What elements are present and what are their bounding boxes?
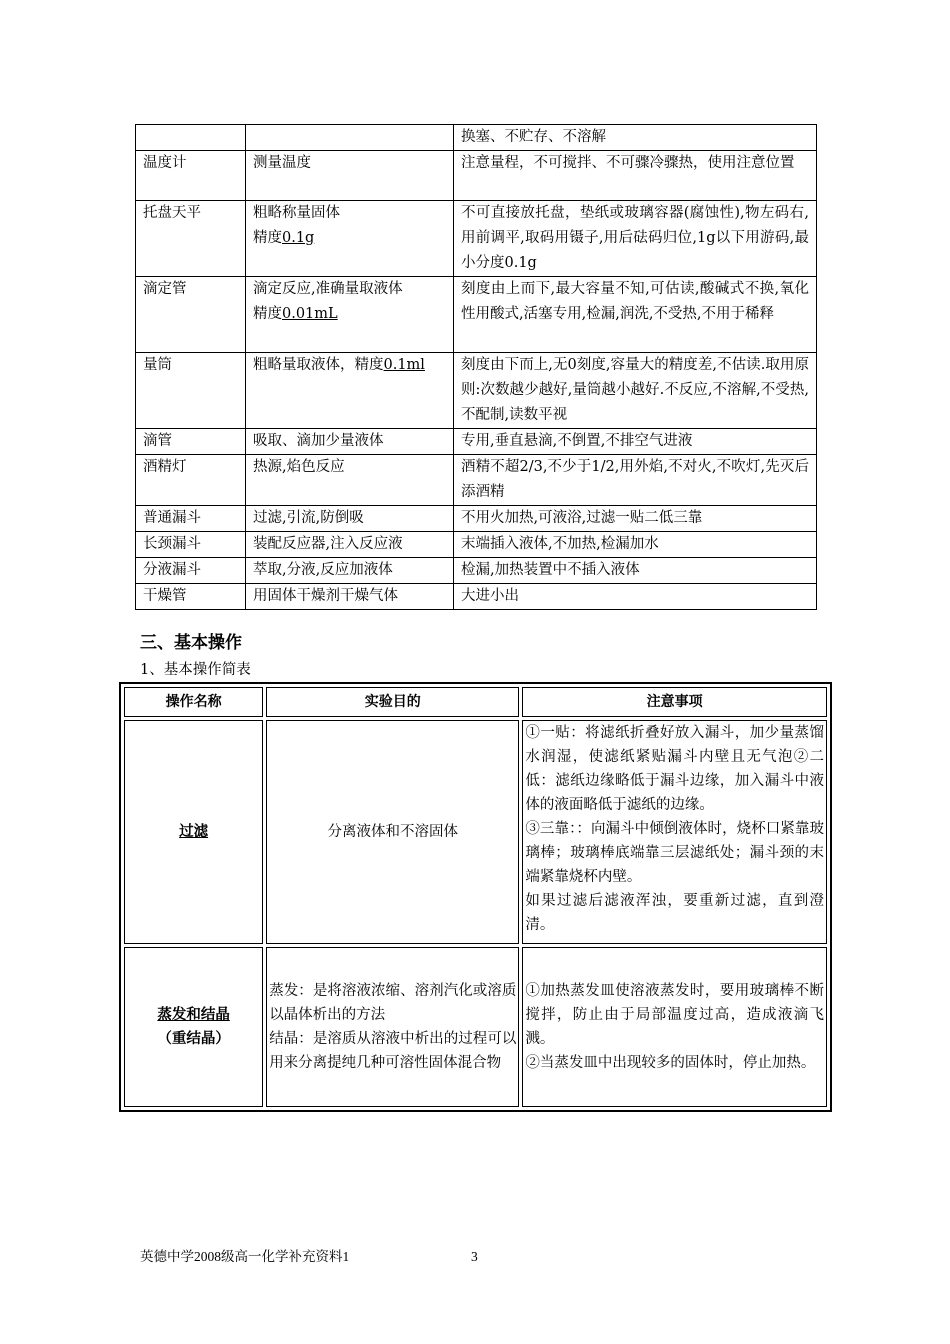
operation-purpose: 蒸发：是将溶液浓缩、溶剂汽化或溶质以晶体析出的方法 结晶：是溶质从溶液中析出的过程可以用来分离提纯几种可溶性固体混合物: [266, 947, 519, 1107]
instrument-use: [246, 584, 454, 610]
instrument-name: 量筒: [136, 353, 246, 429]
operation-purpose: 分离液体和不溶固体: [266, 720, 519, 944]
instrument-row: [136, 277, 817, 353]
instrument-use: [246, 558, 454, 584]
instrument-notes: 检漏,加热装置中不插入液体: [454, 558, 817, 584]
instrument-precision: 0.01mL: [282, 306, 338, 322]
instrument-use: [246, 429, 454, 455]
instrument-name: [136, 125, 246, 151]
instrument-use-text: 测量温度: [253, 155, 311, 171]
operation-row-evaporation: [124, 947, 827, 1107]
header-purpose: 实验目的: [266, 687, 519, 717]
instrument-use-text: 粗略量取液体，精度: [253, 357, 384, 373]
instrument-use: [246, 151, 454, 201]
operation-table: [119, 682, 832, 1112]
operation-name-text: 蒸发和结晶: [157, 1007, 230, 1023]
instrument-name: 滴定管: [136, 277, 246, 353]
instrument-name: 干燥管: [136, 584, 246, 610]
instrument-name: 滴管: [136, 429, 246, 455]
instrument-use-text: 萃取,分液,反应加液体: [253, 562, 393, 578]
section-subtitle: 1、基本操作简表: [140, 662, 251, 678]
instrument-use-text: 热源,焰色反应: [253, 459, 345, 475]
instrument-use: [246, 455, 454, 506]
instrument-use: [246, 277, 454, 353]
instrument-row: [136, 506, 817, 532]
instrument-use-text: 滴定反应,准确量取液体 精度: [253, 281, 403, 322]
footer-text: 英德中学2008级高一化学补充资料1: [140, 1249, 350, 1264]
instrument-row: [136, 151, 817, 201]
instrument-notes: 不可直接放托盘，垫纸或玻璃容器(腐蚀性),物左码右,用前调平,取码用镊子,用后砝码归位,1g以下用游码,最小分度0.1g: [454, 201, 817, 277]
instrument-precision: 0.1ml: [383, 357, 425, 373]
instrument-notes: 注意量程，不可搅拌、不可骤冷骤热，使用注意位置: [454, 151, 817, 201]
instrument-use-text: 粗略称量固体 精度: [253, 205, 340, 246]
instrument-name: 温度计: [136, 151, 246, 201]
operation-notes: ①加热蒸发皿使溶液蒸发时，要用玻璃棒不断搅拌，防止由于局部温度过高，造成液滴飞溅。 ②当蒸发皿中出现较多的固体时，停止加热。: [522, 947, 827, 1107]
operation-name: [124, 720, 263, 944]
section-title: 三、基本操作: [140, 633, 242, 653]
header-operation-name: 操作名称: [124, 687, 263, 717]
instrument-name: 托盘天平: [136, 201, 246, 277]
page-number: 3: [471, 1249, 478, 1264]
instrument-row: [136, 353, 817, 429]
instrument-table: [135, 124, 817, 610]
instrument-row: [136, 532, 817, 558]
instrument-use: [246, 506, 454, 532]
instrument-use-text: 装配反应器,注入反应液: [253, 536, 403, 552]
instrument-notes: 刻度由上而下,最大容量不知,可估读,酸碱式不换,氧化性用酸式,活塞专用,检漏,润洗,不受热,不用于稀释: [454, 277, 817, 353]
instrument-name: 普通漏斗: [136, 506, 246, 532]
instrument-row: [136, 429, 817, 455]
operation-name-text: 过滤: [179, 824, 209, 840]
instrument-notes: 专用,垂直悬滴,不倒置,不排空气进液: [454, 429, 817, 455]
instrument-name: 分液漏斗: [136, 558, 246, 584]
instrument-use-text: 过滤,引流,防倒吸: [253, 510, 364, 526]
instrument-notes: 换塞、不贮存、不溶解: [454, 125, 817, 151]
instrument-notes: 末端插入液体,不加热,检漏加水: [454, 532, 817, 558]
instrument-row: [136, 201, 817, 277]
instrument-notes: 大进小出: [454, 584, 817, 610]
instrument-name: 长颈漏斗: [136, 532, 246, 558]
instrument-row: [136, 584, 817, 610]
operation-notes: ①一贴：将滤纸折叠好放入漏斗，加少量蒸馏水润湿，使滤纸紧贴漏斗内壁且无气泡②二低：滤纸边缘略低于漏斗边缘，加入漏斗中液体的液面略低于滤纸的边缘。 ③三靠：：向漏斗中倾倒液体时，烧杯口紧靠玻璃棒；玻璃棒底端靠三层滤纸处；漏斗颈的末端紧靠烧杯内壁。 如果过滤后滤液浑浊，要重新过滤，直到澄清。: [522, 720, 827, 944]
instrument-use: [246, 125, 454, 151]
instrument-notes: 酒精不超2/3,不少于1/2,用外焰,不对火,不吹灯,先灭后添酒精: [454, 455, 817, 506]
instrument-notes: 不用火加热,可液浴,过滤一贴二低三靠: [454, 506, 817, 532]
instrument-use-text: 用固体干燥剂干燥气体: [253, 588, 398, 604]
instrument-use-text: 吸取、滴加少量液体: [253, 433, 384, 449]
instrument-row: [136, 125, 817, 151]
instrument-row: [136, 558, 817, 584]
instrument-row: [136, 455, 817, 506]
instrument-notes: 刻度由下而上,无0刻度,容量大的精度差,不估读.取用原则:次数越少越好,量筒越小越好.不反应,不溶解,不受热,不配制,读数平视: [454, 353, 817, 429]
instrument-name: 酒精灯: [136, 455, 246, 506]
instrument-use: [246, 201, 454, 277]
instrument-use: [246, 532, 454, 558]
operation-row-filtration: [124, 720, 827, 944]
operation-name: [124, 947, 263, 1107]
operation-table-header: [124, 687, 827, 717]
instrument-use: [246, 353, 454, 429]
operation-name-sub: （重结晶）: [157, 1031, 230, 1047]
instrument-precision: 0.1g: [282, 230, 315, 246]
header-notes: 注意事项: [522, 687, 827, 717]
